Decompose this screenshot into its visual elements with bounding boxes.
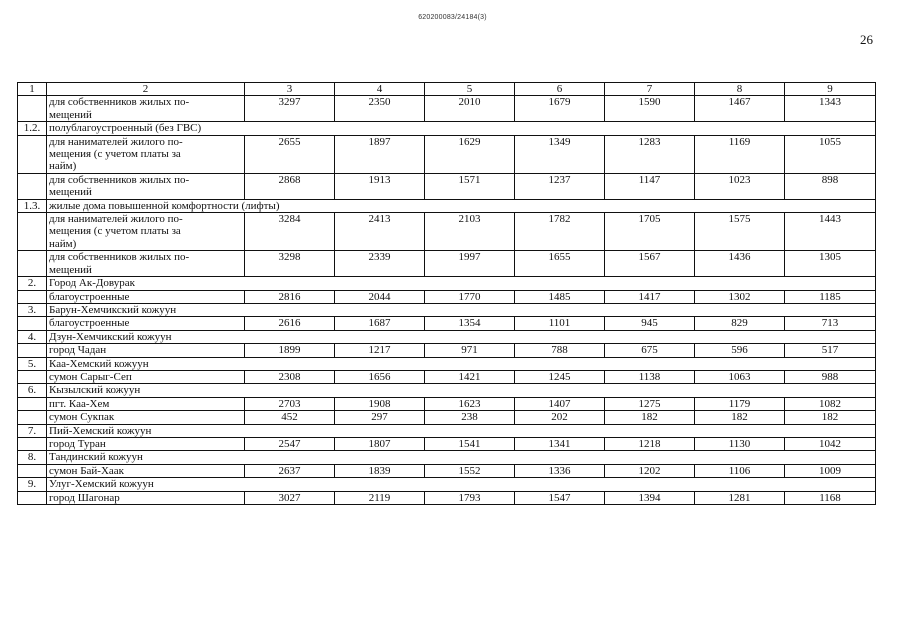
value-cell: 1349 — [515, 135, 605, 173]
value-cell: 517 — [785, 344, 876, 357]
value-cell: 1656 — [335, 370, 425, 383]
table-row — [18, 370, 876, 383]
header-cell: 7 — [605, 83, 695, 96]
header-cell: 5 — [425, 83, 515, 96]
section-row — [18, 277, 876, 290]
row-number: 9. — [18, 478, 47, 491]
value-cell: 829 — [695, 317, 785, 330]
value-cell: 1354 — [425, 317, 515, 330]
value-cell: 1679 — [515, 96, 605, 122]
row-number: 4. — [18, 330, 47, 343]
value-cell: 2044 — [335, 290, 425, 303]
table-row — [18, 317, 876, 330]
value-cell: 788 — [515, 344, 605, 357]
row-number: 1.2. — [18, 122, 47, 135]
value-cell: 945 — [605, 317, 695, 330]
table-row — [18, 411, 876, 424]
row-number: 6. — [18, 384, 47, 397]
header-cell: 6 — [515, 83, 605, 96]
value-cell: 1443 — [785, 213, 876, 251]
value-cell: 1541 — [425, 437, 515, 450]
value-cell: 182 — [785, 411, 876, 424]
value-cell: 1417 — [605, 290, 695, 303]
value-cell: 1571 — [425, 173, 515, 199]
value-cell: 1336 — [515, 464, 605, 477]
value-cell: 1687 — [335, 317, 425, 330]
value-cell: 1997 — [425, 251, 515, 277]
row-number: 7. — [18, 424, 47, 437]
value-cell: 1913 — [335, 173, 425, 199]
table-row — [18, 437, 876, 450]
value-cell: 675 — [605, 344, 695, 357]
value-cell: 1009 — [785, 464, 876, 477]
row-number: 1.3. — [18, 199, 47, 212]
row-label: сумон Бай-Хаак — [47, 464, 245, 477]
row-number — [18, 370, 47, 383]
value-cell: 2119 — [335, 491, 425, 504]
value-cell: 1130 — [695, 437, 785, 450]
table-header-row — [18, 83, 876, 96]
value-cell: 1185 — [785, 290, 876, 303]
row-label: пгт. Каа-Хем — [47, 397, 245, 410]
row-number — [18, 464, 47, 477]
value-cell: 1655 — [515, 251, 605, 277]
row-label: для собственников жилых по- мещений — [47, 96, 245, 122]
row-number — [18, 213, 47, 251]
value-cell: 898 — [785, 173, 876, 199]
table-row — [18, 491, 876, 504]
value-cell: 1782 — [515, 213, 605, 251]
value-cell: 1218 — [605, 437, 695, 450]
value-cell: 1793 — [425, 491, 515, 504]
value-cell: 297 — [335, 411, 425, 424]
value-cell: 2655 — [245, 135, 335, 173]
value-cell: 2547 — [245, 437, 335, 450]
value-cell: 1897 — [335, 135, 425, 173]
value-cell: 1485 — [515, 290, 605, 303]
value-cell: 2868 — [245, 173, 335, 199]
value-cell: 1908 — [335, 397, 425, 410]
table-row — [18, 397, 876, 410]
row-label: сумон Сукпак — [47, 411, 245, 424]
section-row — [18, 330, 876, 343]
value-cell: 2703 — [245, 397, 335, 410]
row-number — [18, 344, 47, 357]
row-label: город Шагонар — [47, 491, 245, 504]
document-id: 620200083/24184(3) — [418, 14, 487, 21]
value-cell: 1623 — [425, 397, 515, 410]
value-cell: 1552 — [425, 464, 515, 477]
value-cell: 452 — [245, 411, 335, 424]
value-cell: 1147 — [605, 173, 695, 199]
row-number — [18, 173, 47, 199]
row-number — [18, 290, 47, 303]
section-title: полублагоустроенный (без ГВС) — [47, 122, 876, 135]
section-row — [18, 478, 876, 491]
row-number — [18, 251, 47, 277]
header-cell: 4 — [335, 83, 425, 96]
row-label: для собственников жилых по- мещений — [47, 251, 245, 277]
header-cell: 2 — [47, 83, 245, 96]
row-number — [18, 437, 47, 450]
row-number — [18, 491, 47, 504]
value-cell: 1394 — [605, 491, 695, 504]
value-cell: 1547 — [515, 491, 605, 504]
section-title: Тандинский кожуун — [47, 451, 876, 464]
section-row — [18, 451, 876, 464]
header-cell: 8 — [695, 83, 785, 96]
section-title: Кызылский кожуун — [47, 384, 876, 397]
value-cell: 1101 — [515, 317, 605, 330]
value-cell: 596 — [695, 344, 785, 357]
value-cell: 1023 — [695, 173, 785, 199]
row-label: сумон Сарыг-Сеп — [47, 370, 245, 383]
value-cell: 1055 — [785, 135, 876, 173]
value-cell: 2816 — [245, 290, 335, 303]
section-row — [18, 357, 876, 370]
value-cell: 1899 — [245, 344, 335, 357]
value-cell: 2350 — [335, 96, 425, 122]
value-cell: 971 — [425, 344, 515, 357]
value-cell: 1407 — [515, 397, 605, 410]
value-cell: 2616 — [245, 317, 335, 330]
value-cell: 1567 — [605, 251, 695, 277]
table-row — [18, 251, 876, 277]
section-title: Барун-Хемчикский кожуун — [47, 303, 876, 316]
row-label: благоустроенные — [47, 317, 245, 330]
section-title: Улуг-Хемский кожуун — [47, 478, 876, 491]
value-cell: 1179 — [695, 397, 785, 410]
value-cell: 1341 — [515, 437, 605, 450]
section-title: Город Ак-Довурак — [47, 277, 876, 290]
value-cell: 1305 — [785, 251, 876, 277]
row-number — [18, 397, 47, 410]
value-cell: 1436 — [695, 251, 785, 277]
section-row — [18, 199, 876, 212]
header-cell: 3 — [245, 83, 335, 96]
value-cell: 1590 — [605, 96, 695, 122]
table-row — [18, 290, 876, 303]
row-label: город Чадан — [47, 344, 245, 357]
value-cell: 1082 — [785, 397, 876, 410]
tariff-table — [17, 82, 876, 505]
value-cell: 3027 — [245, 491, 335, 504]
section-row — [18, 424, 876, 437]
value-cell: 1106 — [695, 464, 785, 477]
value-cell: 1467 — [695, 96, 785, 122]
value-cell: 1421 — [425, 370, 515, 383]
value-cell: 1281 — [695, 491, 785, 504]
value-cell: 1275 — [605, 397, 695, 410]
section-title: Дзун-Хемчикский кожуун — [47, 330, 876, 343]
row-number: 3. — [18, 303, 47, 316]
value-cell: 1042 — [785, 437, 876, 450]
value-cell: 1575 — [695, 213, 785, 251]
value-cell: 1343 — [785, 96, 876, 122]
value-cell: 1629 — [425, 135, 515, 173]
value-cell: 1807 — [335, 437, 425, 450]
value-cell: 988 — [785, 370, 876, 383]
row-number — [18, 135, 47, 173]
row-number: 5. — [18, 357, 47, 370]
value-cell: 182 — [695, 411, 785, 424]
row-number: 2. — [18, 277, 47, 290]
value-cell: 182 — [605, 411, 695, 424]
value-cell: 1839 — [335, 464, 425, 477]
value-cell: 1770 — [425, 290, 515, 303]
value-cell: 1168 — [785, 491, 876, 504]
table-row — [18, 213, 876, 251]
value-cell: 1138 — [605, 370, 695, 383]
value-cell: 713 — [785, 317, 876, 330]
value-cell: 1063 — [695, 370, 785, 383]
section-title: жилые дома повышенной комфортности (лифты) — [47, 199, 876, 212]
value-cell: 2637 — [245, 464, 335, 477]
row-label: город Туран — [47, 437, 245, 450]
page-number: 26 — [860, 32, 873, 47]
table-row — [18, 135, 876, 173]
section-row — [18, 303, 876, 316]
header-cell: 9 — [785, 83, 876, 96]
value-cell: 2103 — [425, 213, 515, 251]
value-cell: 2339 — [335, 251, 425, 277]
table-row — [18, 96, 876, 122]
value-cell: 238 — [425, 411, 515, 424]
value-cell: 1283 — [605, 135, 695, 173]
row-number: 8. — [18, 451, 47, 464]
value-cell: 1302 — [695, 290, 785, 303]
value-cell: 2308 — [245, 370, 335, 383]
section-row — [18, 384, 876, 397]
section-title: Каа-Хемский кожуун — [47, 357, 876, 370]
row-number — [18, 96, 47, 122]
table-row — [18, 464, 876, 477]
value-cell: 1237 — [515, 173, 605, 199]
value-cell: 3284 — [245, 213, 335, 251]
value-cell: 1202 — [605, 464, 695, 477]
value-cell: 1169 — [695, 135, 785, 173]
row-number — [18, 317, 47, 330]
table-row — [18, 344, 876, 357]
table-row — [18, 173, 876, 199]
row-label: благоустроенные — [47, 290, 245, 303]
value-cell: 1705 — [605, 213, 695, 251]
value-cell: 2413 — [335, 213, 425, 251]
row-number — [18, 411, 47, 424]
value-cell: 1217 — [335, 344, 425, 357]
row-label: для нанимателей жилого по- мещения (с учетом платы за найм) — [47, 213, 245, 251]
value-cell: 3298 — [245, 251, 335, 277]
value-cell: 1245 — [515, 370, 605, 383]
value-cell: 3297 — [245, 96, 335, 122]
section-title: Пий-Хемский кожуун — [47, 424, 876, 437]
header-cell: 1 — [18, 83, 47, 96]
value-cell: 2010 — [425, 96, 515, 122]
row-label: для нанимателей жилого по- мещения (с учетом платы за найм) — [47, 135, 245, 173]
section-row — [18, 122, 876, 135]
value-cell: 202 — [515, 411, 605, 424]
row-label: для собственников жилых по- мещений — [47, 173, 245, 199]
